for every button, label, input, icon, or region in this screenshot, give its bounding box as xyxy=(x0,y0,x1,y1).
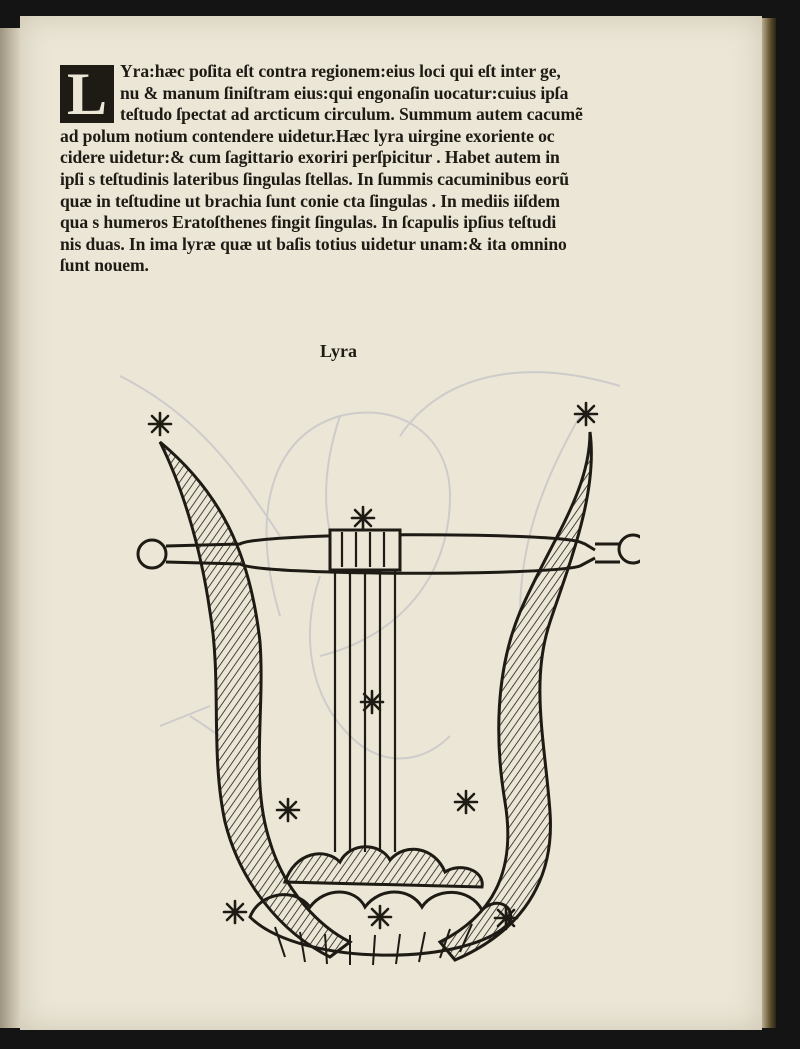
star-icon xyxy=(149,413,171,435)
body-text xyxy=(60,61,700,277)
star-icon xyxy=(361,691,383,713)
lyre-strings xyxy=(330,530,400,852)
text-line: cidere uidetur:& cum ſagittario exoriri perſpicitur . Habet autem in xyxy=(60,147,560,168)
page-edge xyxy=(762,18,776,1028)
star-icon xyxy=(455,791,477,813)
star-icon xyxy=(369,906,391,928)
text-line: Yra:hæc poſita eſt contra regionem:eius loci qui eſt inter ge, xyxy=(120,61,561,81)
drop-capital: L xyxy=(60,65,114,123)
facing-page-edge xyxy=(0,28,20,1028)
text-line: nu & manum ſiniſtram eius:qui engonaſin uocatur:cuius ipſa xyxy=(120,82,569,103)
text-line: quæ in teſtudine ut brachia ſunt conie cta ſingulas . In mediis iiſdem xyxy=(60,190,560,211)
text-line: teſtudo ſpectat ad arcticum circulum. Summum autem cacumẽ xyxy=(120,104,583,125)
text-line: ipſi s teſtudinis lateribus ſingulas ſtellas. In ſummis cacuminibus eorũ xyxy=(60,168,569,189)
star-icon xyxy=(352,507,374,529)
star-icon xyxy=(495,907,517,929)
figure-caption: Lyra xyxy=(320,341,358,361)
star-icon xyxy=(575,403,597,425)
text-line: nis duas. In ima lyræ quæ ut baſis totius uidetur unam:& ita omnino xyxy=(60,233,567,254)
lyre-woodcut-illustration xyxy=(110,382,640,982)
star-icon xyxy=(224,901,246,923)
book-page xyxy=(20,16,762,1030)
star-icon xyxy=(277,799,299,821)
text-line: qua s humeros Eratoſthenes fingit ſingulas. In ſcapulis ipſius teſtudi xyxy=(60,212,557,233)
text-line: ſunt nouem. xyxy=(60,255,149,276)
text-line: ad polum notium contendere uidetur.Hæc lyra uirgine exoriente oc xyxy=(60,125,555,146)
